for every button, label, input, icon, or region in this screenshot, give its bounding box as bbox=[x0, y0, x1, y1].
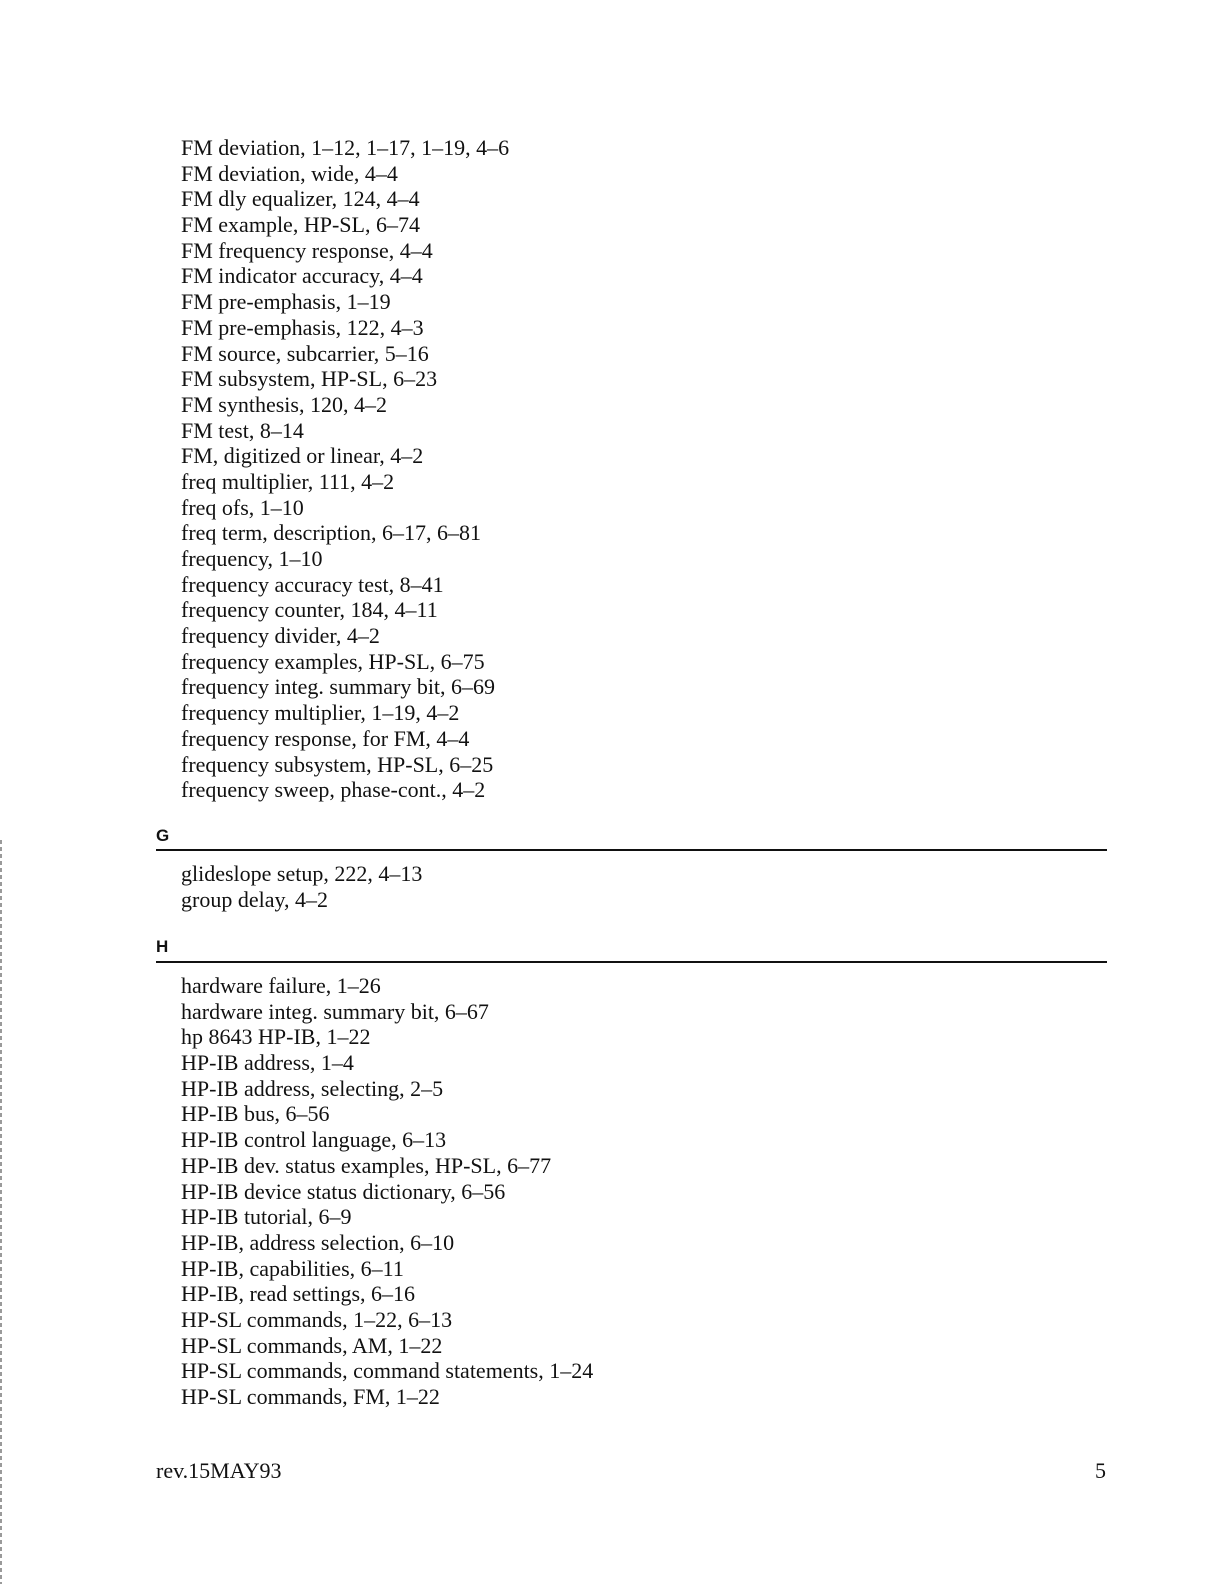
index-entry: frequency integ. summary bit, 6–69 bbox=[181, 674, 496, 700]
index-entry: frequency subsystem, HP-SL, 6–25 bbox=[181, 751, 494, 777]
index-entry: frequency multiplier, 1–19, 4–2 bbox=[181, 700, 460, 726]
index-entry: FM frequency response, 4–4 bbox=[181, 237, 433, 263]
index-entry: hardware integ. summary bit, 6–67 bbox=[181, 998, 489, 1024]
index-entry: frequency divider, 4–2 bbox=[181, 623, 380, 649]
index-entry: HP-IB dev. status examples, HP-SL, 6–77 bbox=[181, 1152, 552, 1178]
index-entry: FM indicator accuracy, 4–4 bbox=[181, 263, 423, 289]
index-entry: freq ofs, 1–10 bbox=[181, 494, 304, 520]
index-entry: FM deviation, 1–12, 1–17, 1–19, 4–6 bbox=[181, 135, 510, 160]
index-entry: HP-IB address, 1–4 bbox=[181, 1050, 354, 1076]
index-entry: frequency sweep, phase-cont., 4–2 bbox=[181, 777, 486, 803]
index-entry: HP-SL commands, AM, 1–22 bbox=[181, 1332, 443, 1358]
revision-label: rev.15MAY93 bbox=[156, 1458, 282, 1483]
index-list-h bbox=[181, 973, 593, 1410]
section-letter-h: H bbox=[156, 937, 169, 956]
index-entry: freq multiplier, 111, 4–2 bbox=[181, 468, 395, 494]
index-entry: group delay, 4–2 bbox=[181, 886, 329, 912]
index-entry: FM pre-emphasis, 1–19 bbox=[181, 289, 391, 315]
index-entry: FM deviation, wide, 4–4 bbox=[181, 160, 398, 186]
index-entry: FM synthesis, 120, 4–2 bbox=[181, 391, 387, 417]
index-entry: hardware failure, 1–26 bbox=[181, 973, 381, 998]
index-entry: FM test, 8–14 bbox=[181, 417, 304, 443]
section-divider-g bbox=[156, 849, 1107, 851]
index-entry: FM subsystem, HP-SL, 6–23 bbox=[181, 366, 438, 392]
index-entry: frequency response, for FM, 4–4 bbox=[181, 725, 470, 751]
index-entry: HP-IB, capabilities, 6–11 bbox=[181, 1255, 404, 1281]
index-entry: HP-IB control language, 6–13 bbox=[181, 1127, 447, 1153]
index-entry: hp 8643 HP-IB, 1–22 bbox=[181, 1024, 371, 1050]
index-entry: HP-SL commands, FM, 1–22 bbox=[181, 1384, 440, 1409]
index-entry: HP-IB device status dictionary, 6–56 bbox=[181, 1178, 506, 1204]
index-entry: HP-IB, address selection, 6–10 bbox=[181, 1229, 455, 1255]
index-entry: HP-IB bus, 6–56 bbox=[181, 1101, 330, 1127]
index-entry: frequency, 1–10 bbox=[181, 546, 323, 571]
index-entry: FM example, HP-SL, 6–74 bbox=[181, 212, 420, 238]
index-list-g bbox=[181, 861, 422, 912]
section-divider-h bbox=[156, 961, 1107, 963]
index-entry: glideslope setup, 222, 4–13 bbox=[181, 861, 423, 886]
index-entry: HP-IB, read settings, 6–16 bbox=[181, 1281, 416, 1307]
index-entry: freq term, description, 6–17, 6–81 bbox=[181, 520, 481, 546]
page-number: 5 bbox=[1095, 1458, 1106, 1483]
index-list-f bbox=[181, 135, 509, 803]
index-entry: FM, digitized or linear, 4–2 bbox=[181, 443, 424, 469]
index-entry: HP-IB tutorial, 6–9 bbox=[181, 1204, 352, 1230]
index-entry: frequency counter, 184, 4–11 bbox=[181, 597, 438, 623]
index-entry: frequency accuracy test, 8–41 bbox=[181, 571, 444, 597]
index-entry: frequency examples, HP-SL, 6–75 bbox=[181, 648, 485, 674]
index-entry: FM dly equalizer, 124, 4–4 bbox=[181, 186, 420, 212]
index-entry: FM pre-emphasis, 122, 4–3 bbox=[181, 314, 424, 340]
scan-edge-artifact bbox=[0, 840, 2, 1584]
section-letter-g: G bbox=[156, 826, 170, 845]
index-entry: HP-SL commands, 1–22, 6–13 bbox=[181, 1306, 453, 1332]
index-entry: HP-IB address, selecting, 2–5 bbox=[181, 1075, 444, 1101]
index-entry: FM source, subcarrier, 5–16 bbox=[181, 340, 429, 366]
index-entry: HP-SL commands, command statements, 1–24 bbox=[181, 1358, 594, 1384]
